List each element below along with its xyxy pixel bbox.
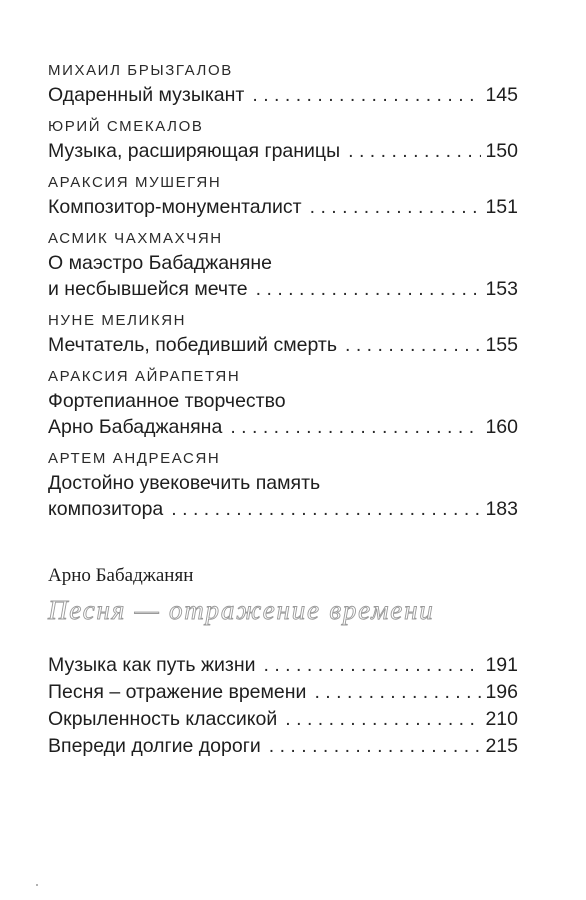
toc-entry-row: [48, 496, 518, 522]
dot-leader: [310, 194, 482, 220]
toc-page-number: 160: [485, 416, 518, 438]
toc-author: МИХАИЛ БРЫЗГАЛОВ: [48, 62, 233, 79]
toc-item: [48, 450, 518, 522]
toc-entry-row: [48, 276, 518, 302]
dot-leader: [348, 138, 481, 164]
dot-leader: [285, 706, 481, 733]
dot-leader: [252, 82, 481, 108]
toc-entry-title: Мечтатель, победивший смерть: [48, 334, 337, 356]
section-entry-row: [48, 733, 518, 760]
section-entry-row: [48, 706, 518, 733]
table-of-contents: [48, 62, 518, 760]
toc-item: [48, 174, 518, 220]
toc-entry-title: Музыка, расширяющая границы: [48, 140, 341, 162]
toc-item: [48, 230, 518, 302]
toc-page-number: 153: [485, 278, 518, 300]
toc-entry-row: [48, 414, 518, 440]
toc-page-number: 145: [485, 84, 518, 106]
toc-entry-title: Арно Бабаджаняна: [48, 416, 223, 438]
toc-title-line: Фортепианное творчество: [48, 390, 286, 412]
toc-entry-title: композитора: [48, 498, 164, 520]
section-page-number: 215: [485, 735, 518, 757]
dot-leader: [345, 332, 481, 358]
section-entry-row: [48, 679, 518, 706]
toc-title-line: О маэстро Бабаджаняне: [48, 252, 272, 274]
section-entry-title: Музыка как путь жизни: [48, 654, 256, 676]
toc-entry-row: [48, 332, 518, 358]
toc-entry-row: [48, 194, 518, 220]
dot-leader: [264, 652, 482, 679]
toc-author: АСМИК ЧАХМАХЧЯН: [48, 230, 223, 247]
toc-page-number: 155: [485, 334, 518, 356]
section-list: [48, 652, 518, 760]
toc-entry-title: и несбывшейся мечте: [48, 278, 248, 300]
dot-leader: [256, 276, 482, 302]
dot-leader: [269, 733, 482, 760]
dot-leader: [171, 496, 481, 522]
toc-entry-row: [48, 82, 518, 108]
section-entry-row: [48, 652, 518, 679]
section-entry-title: Песня – отражение времени: [48, 681, 307, 703]
toc-entry-title: Одаренный музыкант: [48, 84, 245, 106]
toc-item: [48, 62, 518, 108]
toc-entry-row: [48, 138, 518, 164]
toc-author: АРТЕМ АНДРЕАСЯН: [48, 450, 221, 467]
section-block: [48, 564, 518, 760]
toc-page-number: 150: [485, 140, 518, 162]
toc-item: [48, 312, 518, 358]
section-entry-title: Окрыленность классикой: [48, 708, 278, 730]
toc-item: [48, 368, 518, 440]
toc-author: АРАКСИЯ АЙРАПЕТЯН: [48, 368, 241, 385]
section-page-number: 191: [485, 654, 518, 676]
toc-author: ЮРИЙ СМЕКАЛОВ: [48, 118, 204, 135]
section-entry-title: Впереди долгие дороги: [48, 735, 261, 757]
toc-author: АРАКСИЯ МУШЕГЯН: [48, 174, 222, 191]
toc-page-number: 151: [485, 196, 518, 218]
section-author: Арно Бабаджанян: [48, 565, 194, 586]
dot-leader: [314, 679, 481, 706]
section-page-number: 210: [485, 708, 518, 730]
toc-author: НУНЕ МЕЛИКЯН: [48, 312, 187, 329]
scan-speck: [36, 884, 38, 886]
toc-title-line: Достойно увековечить память: [48, 472, 321, 494]
section-title: Песня — отражение времени: [48, 595, 435, 625]
toc-entry-title: Композитор-монументалист: [48, 196, 302, 218]
toc-item: [48, 118, 518, 164]
toc-page-number: 183: [485, 498, 518, 520]
section-page-number: 196: [485, 681, 518, 703]
dot-leader: [230, 414, 481, 440]
